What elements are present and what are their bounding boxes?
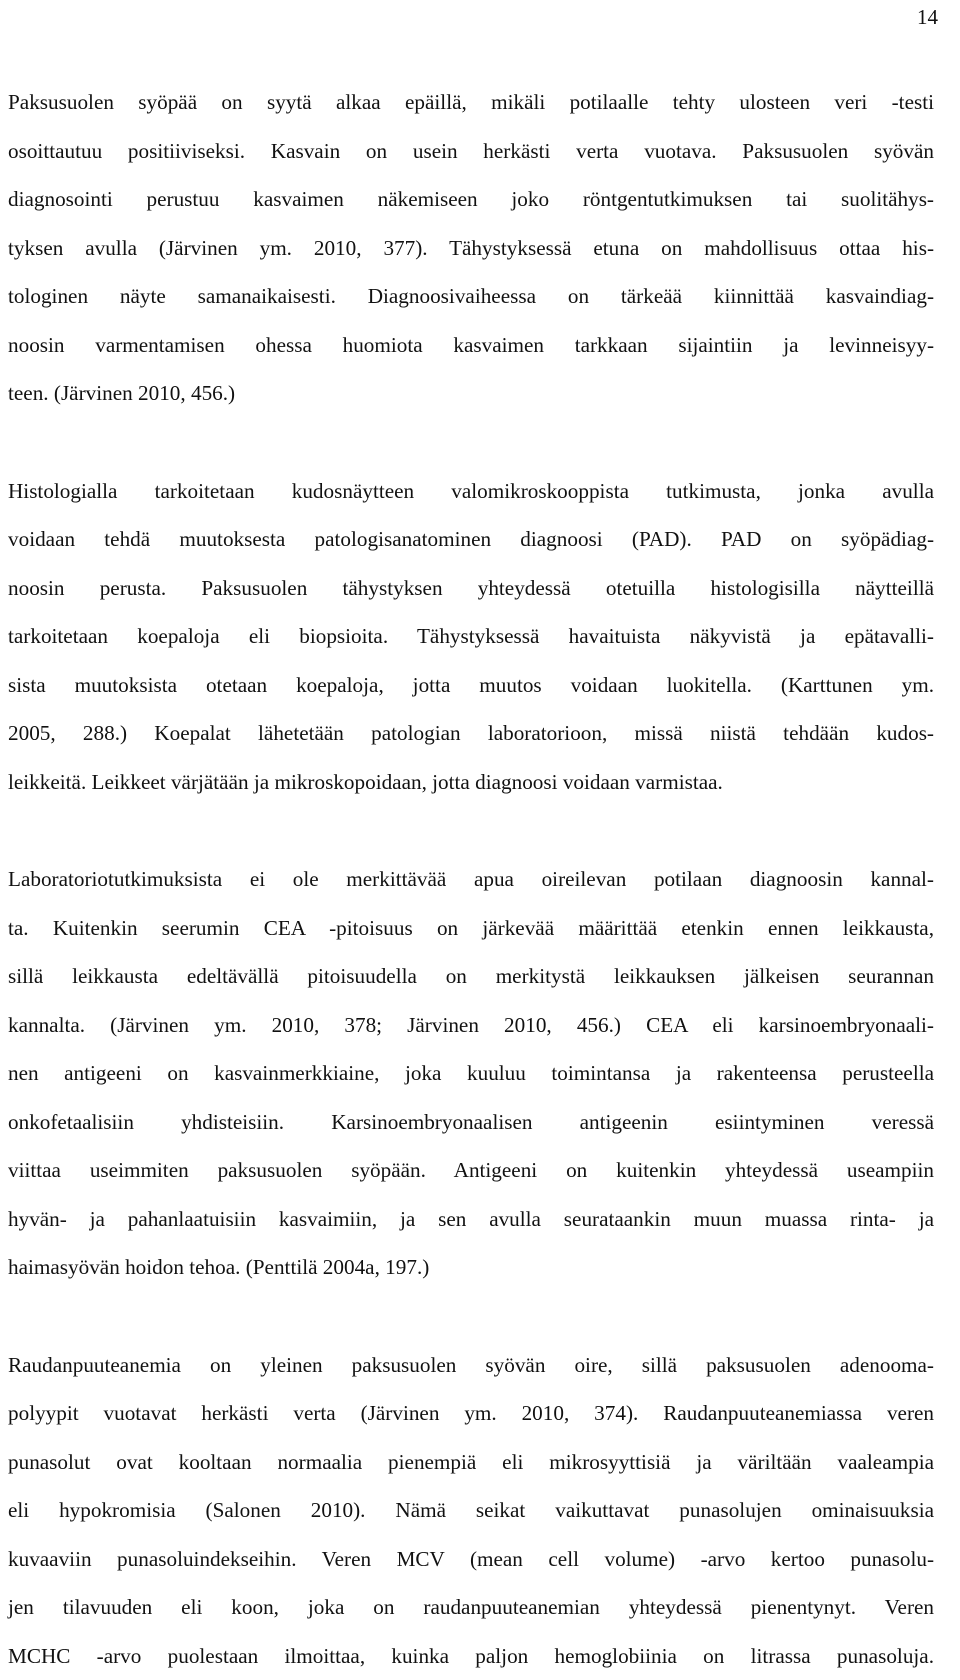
text-line: teen. (Järvinen 2010, 456.) [8,369,934,418]
text-line: tyksen avulla (Järvinen ym. 2010, 377). Tähystyksessä etuna on mahdollisuus ottaa his- [8,224,934,273]
text-line: onkofetaalisiin yhdisteisiin. Karsinoembryonaalisen antigeenin esiintyminen veressä [8,1098,934,1147]
text-line: punasolut ovat kooltaan normaalia pienempiä eli mikrosyyttisiä ja väriltään vaaleampia [8,1438,934,1487]
text-line: tarkoitetaan koepaloja eli biopsioita. Tähystyksessä havaituista näkyvistä ja epätavalli- [8,612,934,661]
text-line: kannalta. (Järvinen ym. 2010, 378; Järvinen 2010, 456.) CEA eli karsinoembryonaali- [8,1001,934,1050]
text-line: viittaa useimmiten paksusuolen syöpään. Antigeeni on kuitenkin yhteydessä useampiin [8,1146,934,1195]
paragraph-colon-cancer-suspicion [8,78,934,418]
text-line: eli hypokromisia (Salonen 2010). Nämä seikat vaikuttavat punasolujen ominaisuuksia [8,1486,934,1535]
paragraph-gap [8,418,934,467]
text-line: tologinen näyte samanaikaisesti. Diagnoosivaiheessa on tärkeää kiinnittää kasvaindiag- [8,272,934,321]
document-body [8,78,934,1680]
text-line: noosin varmentamisen ohessa huomiota kasvaimen tarkkaan sijaintiin ja levinneisyy- [8,321,934,370]
text-line: ta. Kuitenkin seerumin CEA -pitoisuus on järkevää määrittää etenkin ennen leikkausta, [8,904,934,953]
text-line: Histologialla tarkoitetaan kudosnäytteen valomikroskooppista tutkimusta, jonka avulla [8,467,934,516]
paragraph-laboratory-cea [8,855,934,1292]
text-line: leikkeitä. Leikkeet värjätään ja mikroskopoidaan, jotta diagnoosi voidaan varmistaa. [8,758,934,807]
page-number: 14 [917,4,938,30]
paragraph-gap [8,1292,934,1341]
text-line: voidaan tehdä muutoksesta patologisanatominen diagnoosi (PAD). PAD on syöpädiag- [8,515,934,564]
text-line: hyvän- ja pahanlaatuisiin kasvaimiin, ja sen avulla seurataankin muun muassa rinta- ja [8,1195,934,1244]
text-line: kuvaaviin punasoluindekseihin. Veren MCV (mean cell volume) -arvo kertoo punasolu- [8,1535,934,1584]
paragraph-iron-deficiency-anemia [8,1341,934,1680]
text-line: nen antigeeni on kasvainmerkkiaine, joka kuuluu toimintansa ja rakenteensa perusteella [8,1049,934,1098]
text-line: Laboratoriotutkimuksista ei ole merkittävää apua oireilevan potilaan diagnoosin kannal- [8,855,934,904]
text-line: Raudanpuuteanemia on yleinen paksusuolen syövän oire, sillä paksusuolen adenooma- [8,1341,934,1390]
text-line: MCHC -arvo puolestaan ilmoittaa, kuinka paljon hemoglobiinia on litrassa punasoluja. [8,1632,934,1680]
text-line: sillä leikkausta edeltävällä pitoisuudella on merkitystä leikkauksen jälkeisen seurannan [8,952,934,1001]
paragraph-gap [8,806,934,855]
text-line: diagnosointi perustuu kasvaimen näkemiseen joko röntgentutkimuksen tai suolitähys- [8,175,934,224]
text-line: polyypit vuotavat herkästi verta (Järvinen ym. 2010, 374). Raudanpuuteanemiassa veren [8,1389,934,1438]
text-line: Paksusuolen syöpää on syytä alkaa epäillä, mikäli potilaalle tehty ulosteen veri -testi [8,78,934,127]
text-line: sista muutoksista otetaan koepaloja, jotta muutos voidaan luokitella. (Karttunen ym. [8,661,934,710]
text-line: osoittautuu positiiviseksi. Kasvain on usein herkästi verta vuotava. Paksusuolen syövän [8,127,934,176]
text-line: jen tilavuuden eli koon, joka on raudanpuuteanemian yhteydessä pienentynyt. Veren [8,1583,934,1632]
paragraph-histology [8,467,934,807]
text-line: noosin perusta. Paksusuolen tähystyksen yhteydessä otetuilla histologisilla näytteillä [8,564,934,613]
text-line: 2005, 288.) Koepalat lähetetään patologian laboratorioon, missä niistä tehdään kudos- [8,709,934,758]
text-line: haimasyövän hoidon tehoa. (Penttilä 2004a, 197.) [8,1243,934,1292]
